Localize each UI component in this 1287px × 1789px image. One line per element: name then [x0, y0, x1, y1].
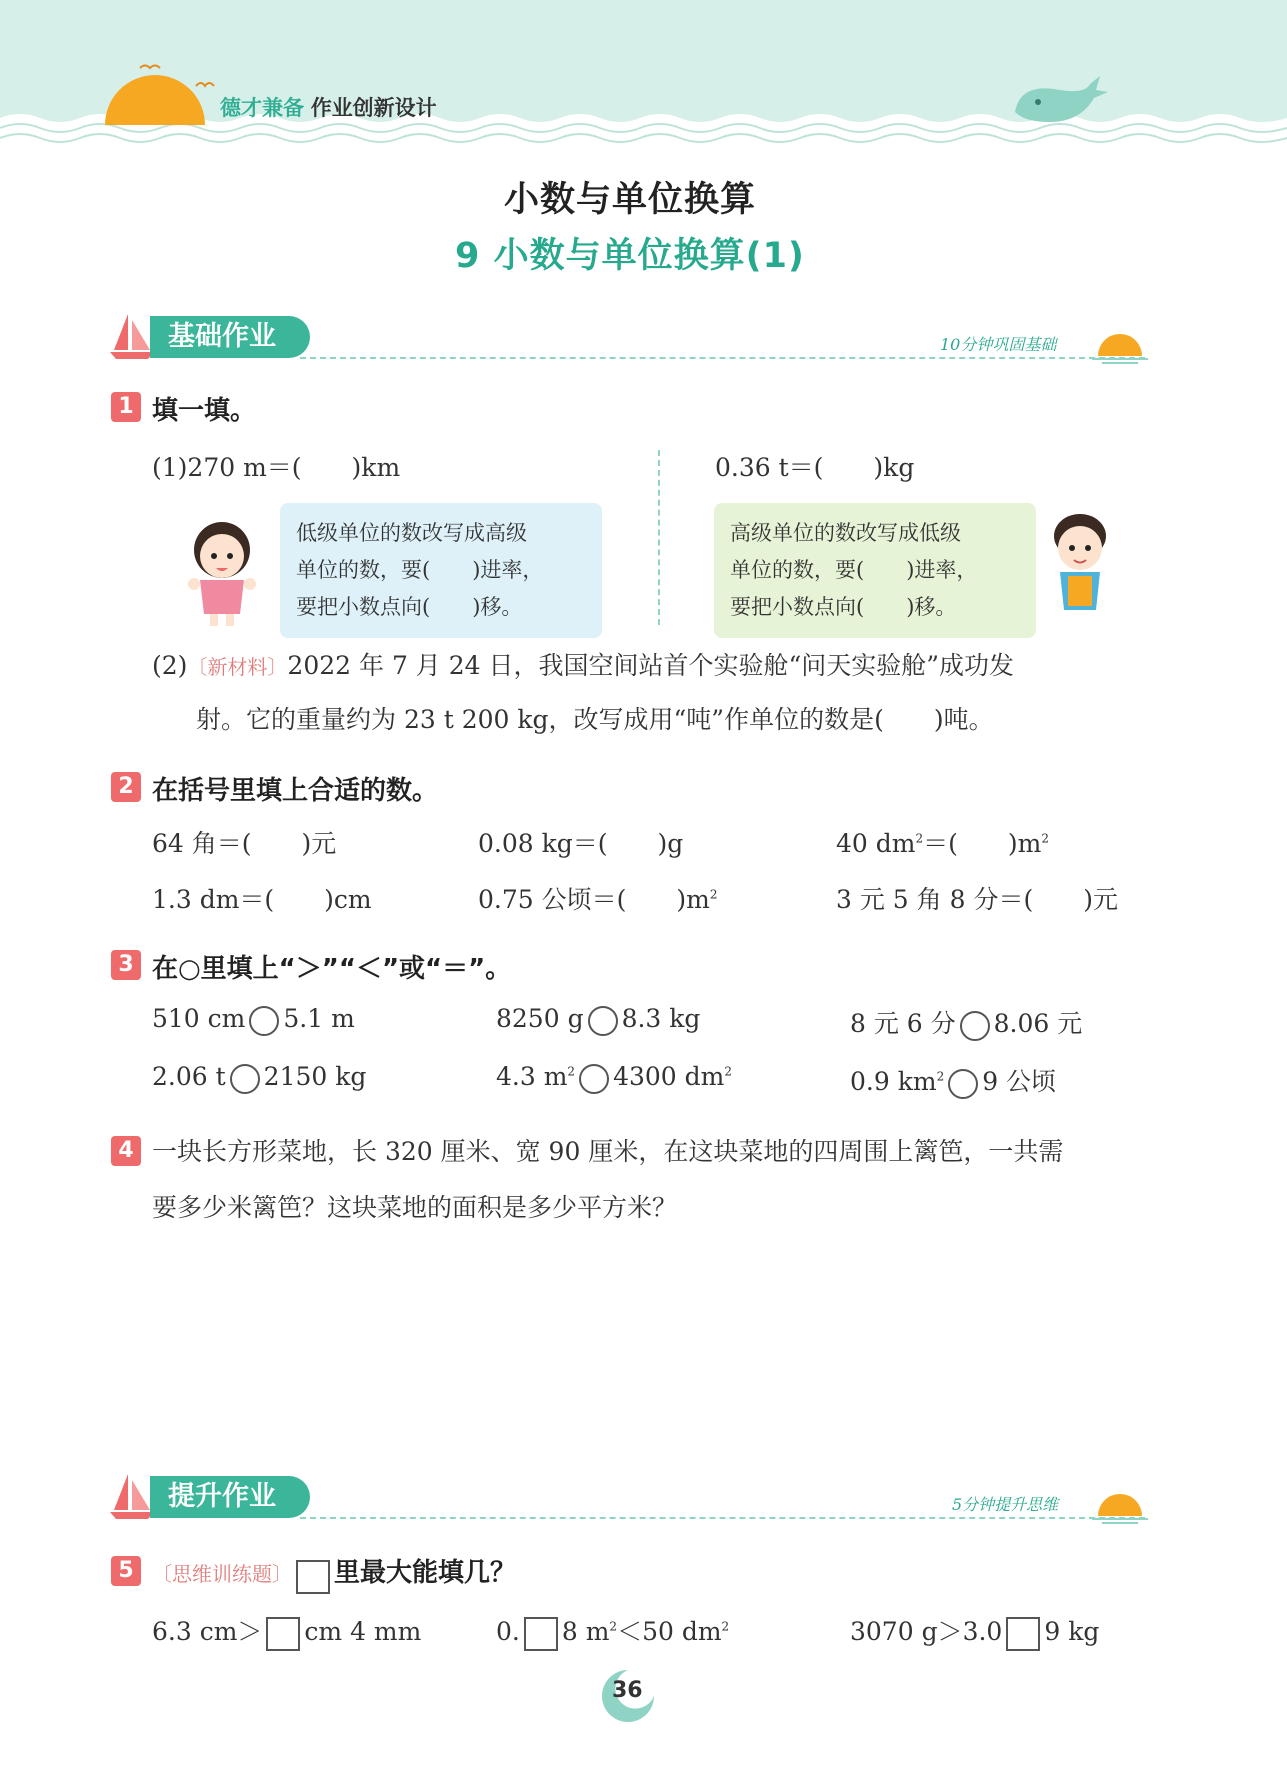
q5-c2-b: 8 m	[561, 1617, 610, 1646]
q5-c3-b: 9 kg	[1044, 1617, 1100, 1646]
q5-c2-c: ＜50 dm	[617, 1617, 722, 1646]
lesson-title: 9 小数与单位换算(1)	[455, 236, 805, 276]
q2-r2c1: 1.3 dm＝( )cm	[152, 885, 372, 914]
question-1-heading: 填一填。	[152, 396, 257, 426]
brand-b: 作业创新设计	[310, 96, 437, 120]
q1-part2-text1: 2022 年 7 月 24 日，我国空间站首个实验舱“问天实验舱”成功发	[287, 651, 1015, 680]
q1-part1-right: 0.36 t＝( )kg	[715, 453, 915, 482]
q3-r2c3-b: 9 公顷	[982, 1067, 1057, 1096]
section-basic-label: 基础作业	[150, 316, 310, 358]
q2-r1c3-b: ＝( )m	[923, 829, 1042, 858]
q3-r1c1-a: 510 cm	[152, 1004, 246, 1033]
speech-bubble-left	[280, 503, 602, 638]
brand-a: 德才兼备	[220, 96, 304, 120]
brand	[220, 92, 437, 122]
question-5-badge: 5	[111, 1556, 141, 1586]
fill-square-input[interactable]	[524, 1617, 558, 1651]
bubble-right-line-1: 高级单位的数改写成低级	[730, 521, 961, 545]
q5-c2-sup1: 2	[609, 1619, 618, 1634]
q2-r1c3-sup1: 2	[915, 831, 924, 846]
q2-r1c1: 64 角＝( )元	[152, 829, 337, 858]
boy-illustration-icon	[1040, 510, 1120, 620]
girl-illustration-icon	[180, 518, 264, 628]
fill-square-input[interactable]	[266, 1617, 300, 1651]
q5-c3-a: 3070 g＞3.0	[850, 1617, 1003, 1646]
q3-r2c3	[850, 1062, 1056, 1099]
question-2-heading: 在括号里填上合适的数。	[152, 776, 439, 806]
question-2-badge: 2	[111, 772, 141, 802]
q5-c2-sup2: 2	[721, 1619, 730, 1634]
q4-line2: 要多少米篱笆？这块菜地的面积是多少平方米？	[152, 1193, 678, 1222]
compare-circle-input[interactable]	[588, 1006, 618, 1036]
whale-icon	[1010, 72, 1110, 132]
q3-r1c2-a: 8250 g	[496, 1004, 584, 1033]
speech-bubble-right	[714, 503, 1036, 638]
q3-r2c3-sup: 2	[936, 1069, 945, 1084]
q3-r1c1	[152, 1004, 355, 1036]
question-3-badge: 3	[111, 950, 141, 980]
question-5-heading	[152, 1552, 516, 1594]
compare-circle-input[interactable]	[579, 1064, 609, 1094]
question-3-heading: 在○里填上“＞”“＜”或“＝”。	[152, 954, 512, 984]
header-band	[0, 0, 1287, 150]
section-advanced-label: 提升作业	[150, 1476, 310, 1518]
q2-r1c3-sup2: 2	[1041, 831, 1049, 846]
q3-r2c2-sup2: 2	[724, 1064, 732, 1079]
q3-r2c2	[496, 1062, 732, 1094]
section-divider	[300, 357, 1145, 359]
q3-r2c3-a: 0.9 km	[850, 1067, 937, 1096]
q3-r1c1-b: 5.1 m	[283, 1004, 355, 1033]
thinking-tag: 〔思维训练题〕	[152, 1562, 292, 1586]
q4-line1: 一块长方形菜地，长 320 厘米、宽 90 厘米，在这块菜地的四周围上篱笆，一共需	[152, 1137, 1064, 1166]
q2-r1c2: 0.08 kg＝( )g	[478, 829, 684, 858]
compare-circle-input[interactable]	[230, 1064, 260, 1094]
q1-part2-line1	[152, 646, 1014, 682]
page-title: 小数与单位换算	[503, 180, 756, 220]
bubble-left-line-2: 单位的数，要( )进率，	[296, 558, 544, 582]
q3-r2c1-b: 2150 kg	[263, 1062, 367, 1091]
q5-c2-a: 0.	[496, 1617, 520, 1646]
q3-r1c3-b: 8.06 元	[993, 1009, 1083, 1038]
compare-circle-input[interactable]	[249, 1006, 279, 1036]
sunset-icon	[1092, 1486, 1148, 1526]
q3-r1c2-b: 8.3 kg	[621, 1004, 701, 1033]
section-advanced-hint: 5分钟提升思维	[952, 1495, 1059, 1514]
new-material-tag: 〔新材料〕	[187, 655, 288, 679]
q5-c1-a: 6.3 cm＞	[152, 1617, 263, 1646]
q5-head-text: 里最大能填几？	[334, 1558, 517, 1588]
question-4-badge: 4	[111, 1136, 141, 1166]
q2-r1c3	[836, 824, 1049, 860]
fill-square-input[interactable]	[1006, 1617, 1040, 1651]
q2-r2c2	[478, 880, 717, 916]
q5-c1-b: cm 4 mm	[304, 1617, 422, 1646]
blank-square-icon	[296, 1560, 330, 1594]
q1-part2-prefix: (2)	[152, 651, 188, 680]
bubble-right-line-3: 要把小数点向( )移。	[730, 595, 957, 619]
compare-circle-input[interactable]	[960, 1011, 990, 1041]
section-basic-hint: 10分钟巩固基础	[940, 335, 1057, 354]
column-divider	[658, 450, 660, 625]
section-divider	[300, 1517, 1145, 1519]
q5-c3	[850, 1612, 1099, 1651]
q3-r2c2-b: 4300 dm	[613, 1062, 725, 1091]
q2-r2c3: 3 元 5 角 8 分＝( )元	[836, 885, 1118, 914]
q3-r2c1-a: 2.06 t	[152, 1062, 226, 1091]
q5-c2	[496, 1612, 729, 1651]
q1-part2-line2: 射。它的重量约为 23 t 200 kg，改写成用“吨”作单位的数是( )吨。	[196, 705, 994, 734]
q5-c1	[152, 1612, 421, 1651]
sunset-icon	[1092, 326, 1148, 366]
q2-r2c2-sup: 2	[709, 887, 718, 902]
q2-r2c2-a: 0.75 公顷＝( )m	[478, 885, 710, 914]
q3-r2c1	[152, 1062, 366, 1094]
question-1-badge: 1	[111, 392, 141, 422]
q2-r1c3-a: 40 dm	[836, 829, 916, 858]
q1-part1-left: (1)270 m＝( )km	[152, 453, 401, 482]
bubble-left-line-3: 要把小数点向( )移。	[296, 595, 523, 619]
q3-r1c2	[496, 1004, 700, 1036]
q3-r2c2-sup1: 2	[567, 1064, 576, 1079]
page-number: 36	[612, 1678, 643, 1703]
bird-icon	[195, 78, 215, 92]
q3-r1c3-a: 8 元 6 分	[850, 1009, 956, 1038]
bubble-left-line-1: 低级单位的数改写成高级	[296, 521, 527, 545]
sun-icon	[100, 60, 210, 130]
q3-r2c2-a: 4.3 m	[496, 1062, 568, 1091]
q3-r1c3	[850, 1004, 1082, 1041]
bubble-right-line-2: 单位的数，要( )进率，	[730, 558, 978, 582]
compare-circle-input[interactable]	[948, 1069, 978, 1099]
